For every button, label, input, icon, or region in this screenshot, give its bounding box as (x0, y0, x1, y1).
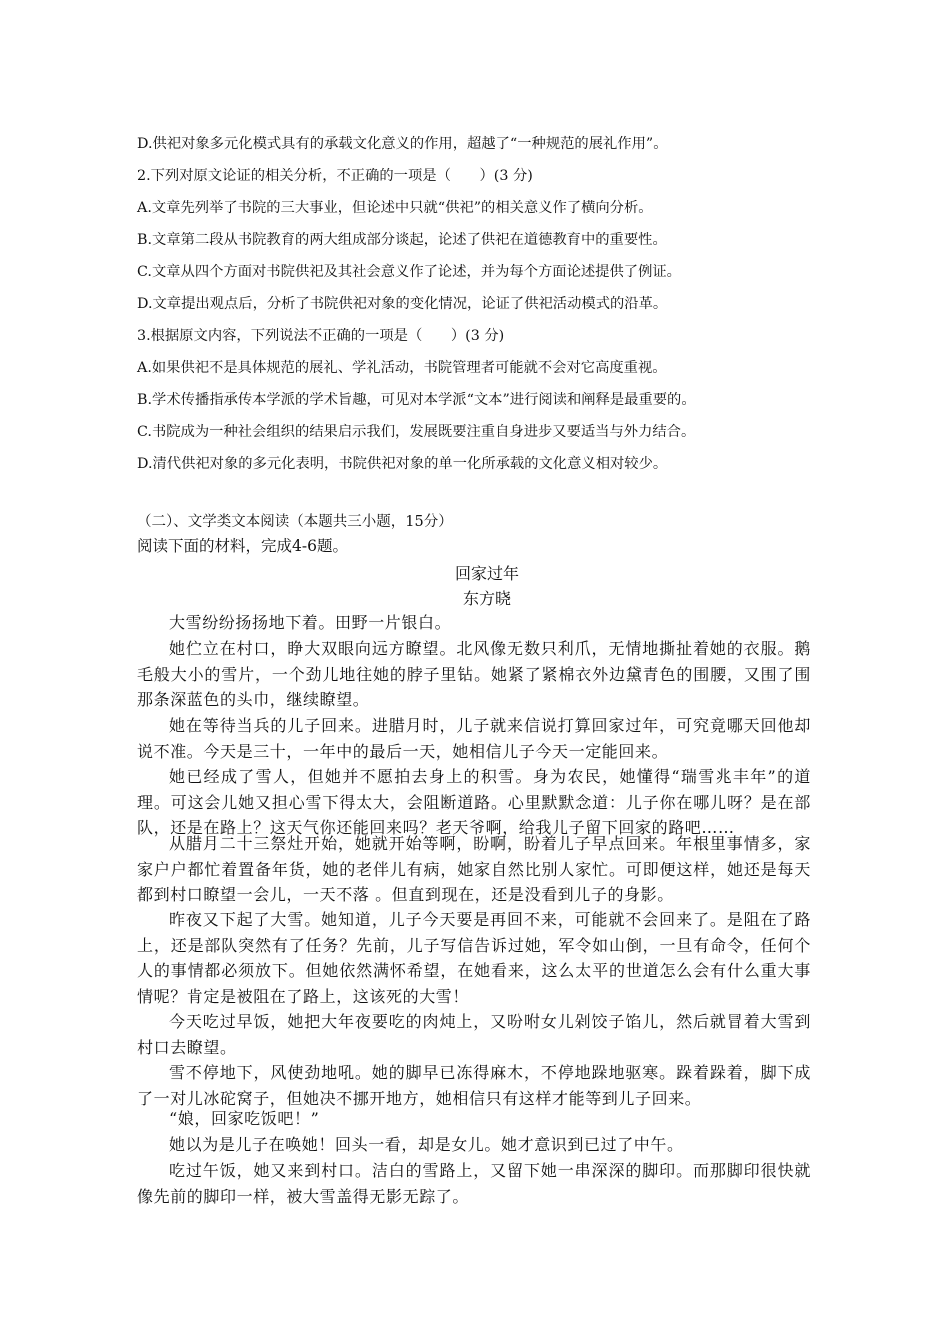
q2-option-d: D.文章提出观点后，分析了书院供祀对象的变化情况，论证了供祀活动模式的沿革。 (137, 296, 668, 312)
story-paragraph-5: 从腊月二十三祭灶开始，她就开始等啊，盼啊，盼着儿子早点回来。年根里事情多，家家户户都忙着置备年货，她的老伴儿有病，她家自然比别人家忙。可即便这样，她还是每天都到村口瞭望一会儿，一天不落 。但直到现在，还是没看到儿子的身影。 (137, 834, 811, 905)
story-title: 回家过年 (454, 564, 519, 583)
story-paragraph-8: 雪不停地下，风使劲地吼。她的脚早已冻得麻木，不停地跺地驱寒。跺着跺着，脚下成了一对儿冰砣窝子，但她决不挪开地方，她相信只有这样才能等到儿子回来。 (137, 1063, 811, 1108)
q2-option-c: C.文章从四个方面对书院供祀及其社会意义作了论述，并为每个方面论述提供了例证。 (137, 264, 681, 280)
story-paragraph-10: 她以为是儿子在唤她！回头一看，却是女儿。她才意识到已过了中午。 (169, 1135, 684, 1154)
story-paragraph-4: 她已经成了雪人，但她并不愿拍去身上的积雪。身为农民，她懂得“瑞雪兆丰年”的道理。可这会儿她又担心雪下得太大，会阻断道路。心里默默念道：儿子你在哪儿呀？是在部队，还是在路上？这天气你还能回来吗？老天爷啊，给我儿子留下回家的路吧…… (137, 767, 811, 838)
reading-instruction: 阅读下面的材料，完成4-6题。 (137, 537, 348, 555)
story-paragraph-7: 今天吃过早饭，她把大年夜要吃的肉炖上，又吩咐女儿剁饺子馅儿，然后就冒着大雪到村口去瞭望。 (137, 1012, 811, 1057)
section-heading: （二）、文学类文本阅读（本题共三小题，15分） (137, 514, 453, 530)
q3-option-c: C.书院成为一种社会组织的结果启示我们，发展既要注重自身进步又要适当与外力结合。 (137, 424, 696, 440)
q3-option-a: A.如果供祀不是具体规范的展礼、学礼活动，书院管理者可能就不会对它高度重视。 (137, 360, 667, 376)
story-paragraph-2: 她伫立在村口，睁大双眼向远方瞭望。北风像无数只利爪，无情地撕扯着她的衣服。鹅毛般大小的雪片，一个劲儿地往她的脖子里钻。她紧了紧棉衣外边黛青色的围腰，又围了围那条深蓝色的头巾，继续瞭望。 (137, 639, 811, 710)
q3-option-b: B.学术传播指承传本学派的学术旨趣，可见对本学派“文本”进行阅读和阐释是最重要的。 (137, 392, 696, 408)
story-author: 东方晓 (462, 589, 511, 608)
story-paragraph-6: 昨夜又下起了大雪。她知道，儿子今天要是再回不来，可能就不会回来了。是阻在了路上，还是部队突然有了任务？先前，儿子写信告诉过她，军令如山倒，一旦有命令，任何个人的事情都必须放下。但她依然满怀希望，在她看来，这么太平的世道怎么会有什么重大事情呢？肯定是被阻在了路上，这该死的大雪！ (137, 910, 811, 1007)
q2-option-b: B.文章第二段从书院教育的两大组成部分谈起，论述了供祀在道德教育中的重要性。 (137, 232, 667, 248)
story-paragraph-11: 吃过午饭，她又来到村口。洁白的雪路上，又留下她一串深深的脚印。而那脚印很快就像先前的脚印一样，被大雪盖得无影无踪了。 (137, 1161, 811, 1206)
q1-option-d: D.供祀对象多元化模式具有的承载文化意义的作用，超越了“一种规范的展礼作用”。 (137, 136, 668, 152)
q3-option-d: D.清代供祀对象的多元化表明，书院供祀对象的单一化所承载的文化意义相对较少。 (137, 456, 668, 472)
q2-stem: 2.下列对原文论证的相关分析，不正确的一项是（ ）(3 分) (137, 168, 533, 184)
q3-stem: 3.根据原文内容，下列说法不正确的一项是（ ）(3 分) (137, 328, 505, 344)
q2-option-a: A.文章先列举了书院的三大事业，但论述中只就“供祀”的相关意义作了横向分析。 (137, 200, 653, 216)
story-paragraph-1: 大雪纷纷扬扬地下着。田野一片银白。 (169, 613, 452, 632)
story-paragraph-9: “娘，回家吃饭吧！” (169, 1109, 320, 1128)
story-paragraph-3: 她在等待当兵的儿子回来。进腊月时，儿子就来信说打算回家过年，可究竟哪天回他却说不准。今天是三十，一年中的最后一天，她相信儿子今天一定能回来。 (137, 716, 811, 761)
